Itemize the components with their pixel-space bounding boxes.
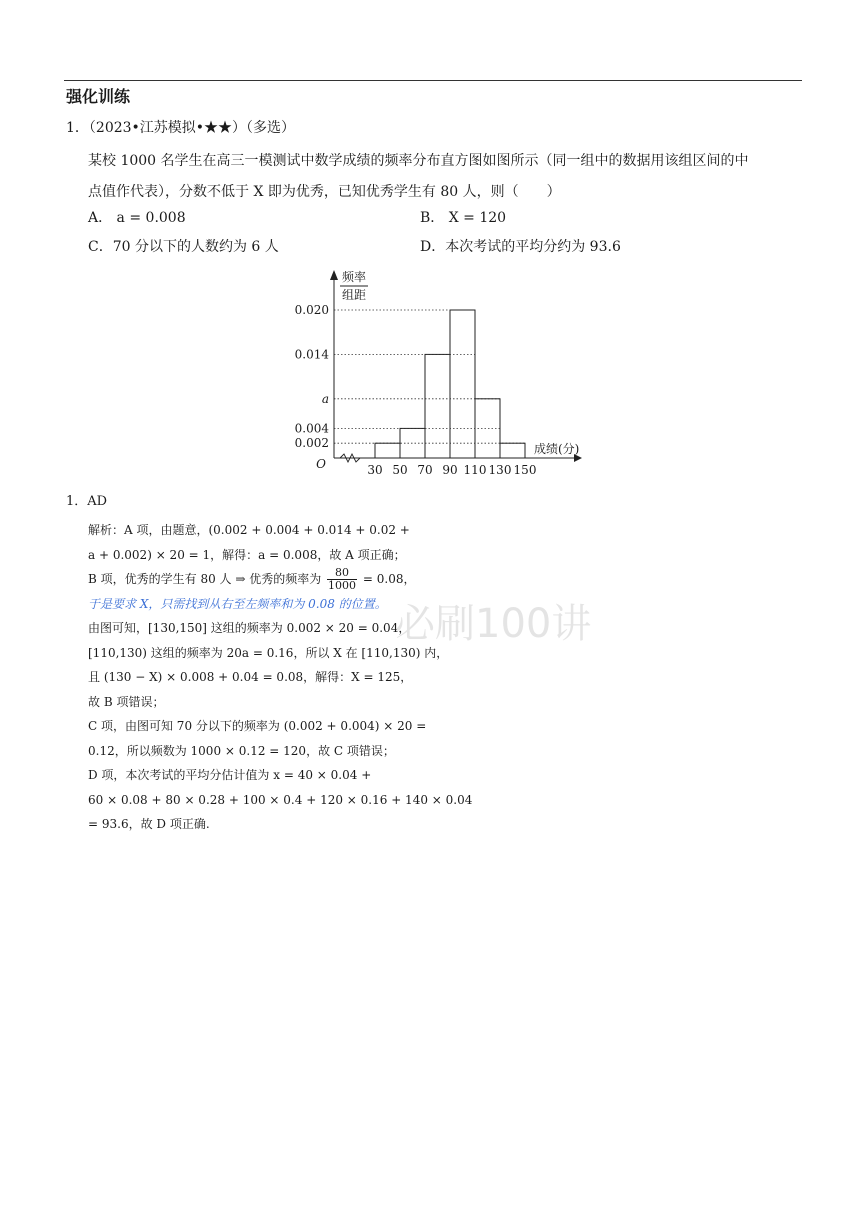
question-line-1: 某校 1000 名学生在高三一模测试中数学成绩的频率分布直方图如图所示（同一组中的数据用该组区间的中 (88, 153, 749, 169)
solution-line: = 93.6，故 D 项正确. (88, 817, 210, 831)
y-axis-arrow (330, 270, 338, 280)
histogram-chart (290, 268, 590, 476)
section-title: 强化训练 (66, 87, 131, 106)
solution-line: 且 (130 − X) × 0.008 + 0.04 = 0.08，解得：X = 125， (88, 670, 413, 684)
solution-line: 60 × 0.08 + 80 × 0.28 + 100 × 0.4 + 120 × 0.16 + 140 × 0.04 (88, 792, 473, 807)
histogram-svg (290, 268, 590, 476)
x-tick-label: 70 (417, 463, 433, 476)
solution-block (88, 518, 508, 837)
histogram-bar (500, 443, 525, 458)
option-d: D．本次考试的平均分约为 93.6 (420, 239, 621, 255)
solution-line: D 项，本次考试的平均分估计值为 x = 40 × 0.04 + (88, 768, 372, 782)
x-tick-label: 50 (392, 463, 408, 476)
top-rule (64, 80, 802, 81)
y-axis-label-denominator: 组距 (341, 288, 367, 302)
solution-line: [110,130) 这组的频率为 20a = 0.16，所以 X 在 [110,130) 内， (88, 645, 449, 660)
solution-line: C 项，由图可知 70 分以下的频率为 (0.002 + 0.004) × 20 = (88, 719, 427, 733)
solution-line: 由图可知，[130,150] 这组的频率为 0.002 × 20 = 0.04， (88, 621, 411, 635)
solution-line: 故 B 项错误； (88, 694, 165, 709)
question-line-2: 点值作代表），分数不低于 X 即为优秀，已知优秀学生有 80 人，则（ ） (88, 184, 561, 200)
x-tick-label: 130 (488, 463, 512, 476)
solution-line: 解析：A 项，由题意，(0.002 + 0.004 + 0.014 + 0.02 + (88, 523, 410, 537)
solution-line: 0.12，所以频数为 1000 × 0.12 = 120，故 C 项错误； (88, 743, 395, 758)
b-prefix: B 项，优秀的学生有 80 人 ⇒ 优秀的频率为 (88, 572, 322, 586)
solution-line: a + 0.002) × 20 = 1，解得：a = 0.008，故 A 项正确； (88, 547, 406, 562)
histogram-bar (450, 310, 475, 458)
question-header: 1．（2023•江苏模拟•★★）（多选） (66, 120, 296, 136)
y-axis-label-numerator: 频率 (341, 270, 367, 284)
x-tick-label: 150 (513, 463, 537, 476)
y-tick-label: 0.002 (294, 436, 329, 451)
fraction (327, 567, 357, 592)
x-axis-label: 成绩(分) (534, 442, 580, 456)
option-b: B． X = 120 (420, 210, 507, 226)
solution-hint: 于是要求 X，只需找到从右至左频率和为 0.08 的位置。 (88, 596, 387, 611)
histogram-bar (375, 443, 400, 458)
origin-label: O (316, 457, 326, 471)
option-a: A． a = 0.008 (88, 210, 186, 226)
solution-line-b (88, 567, 508, 592)
answer-label: 1．AD (66, 494, 108, 509)
watermark: 必刷100讲 (395, 601, 592, 647)
y-tick-label: a (321, 391, 329, 406)
x-tick-label: 110 (463, 463, 487, 476)
y-tick-label: 0.020 (294, 303, 329, 317)
fraction-denominator: 1000 (328, 579, 357, 592)
x-tick-label: 30 (367, 463, 383, 476)
b-suffix: = 0.08， (362, 572, 416, 586)
y-tick-label: 0.004 (294, 421, 329, 436)
fraction-numerator: 80 (327, 567, 357, 580)
histogram-bar (425, 354, 450, 458)
option-c: C．70 分以下的人数约为 6 人 (88, 239, 279, 255)
y-tick-label: 0.014 (294, 347, 329, 362)
x-tick-label: 90 (442, 463, 458, 476)
question-stem (88, 146, 802, 208)
